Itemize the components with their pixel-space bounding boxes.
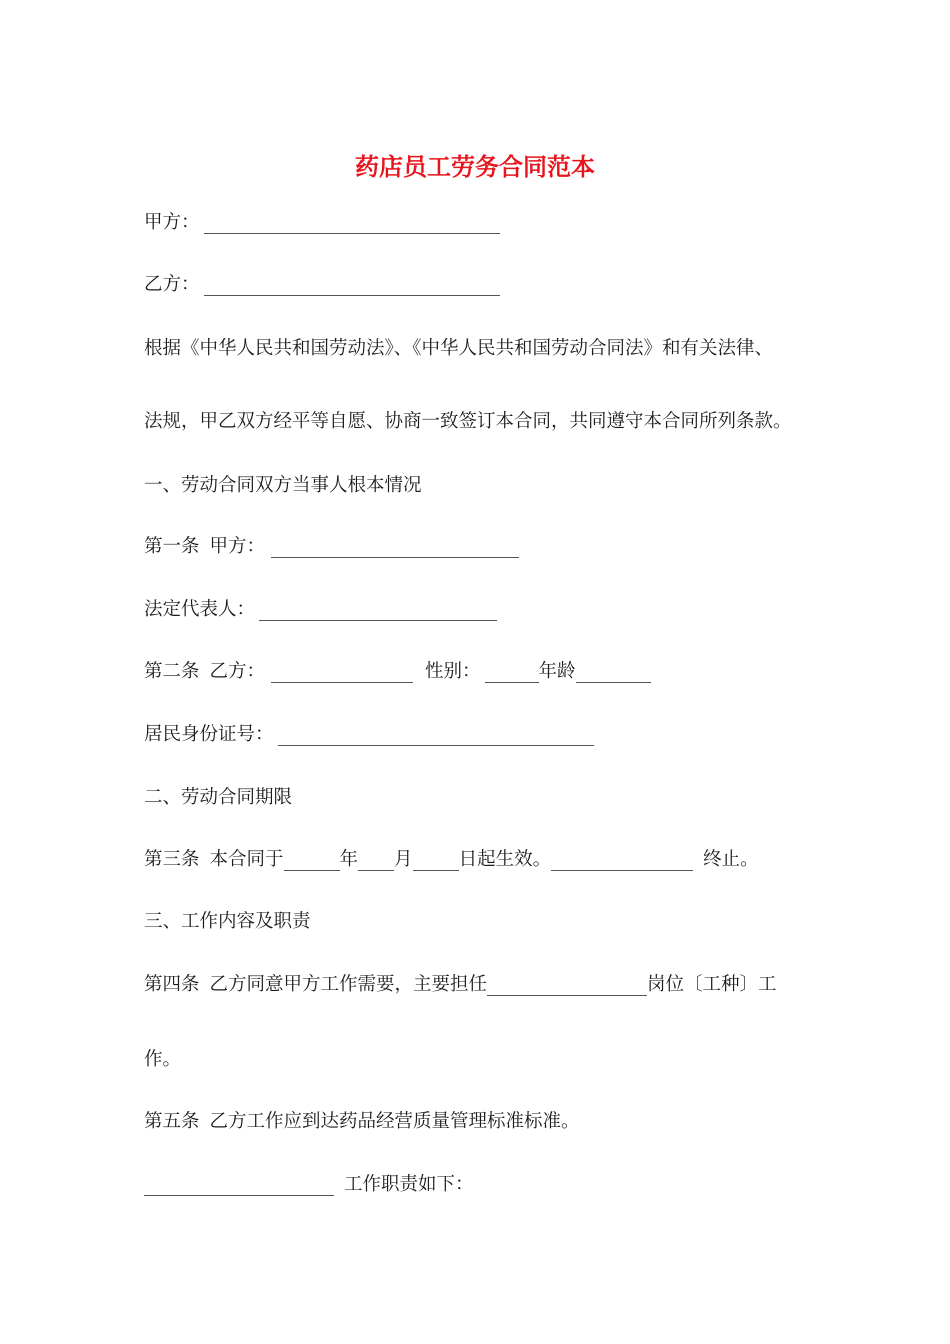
- document-title: 药店员工劳务合同范本: [355, 152, 595, 181]
- duties-line: [144, 1171, 474, 1199]
- article-2-line: [144, 658, 651, 686]
- age-label: 年龄: [538, 661, 576, 682]
- start-month-blank[interactable]: [358, 850, 394, 871]
- preamble-line-1: 根据《中华人民共和国劳动法》、《中华人民共和国劳动合同法》和有关法律、: [144, 338, 774, 359]
- article-4-position: 岗位〔工种〕工: [647, 974, 777, 995]
- party-a-line: [144, 209, 500, 237]
- month-label: 月: [394, 849, 413, 870]
- article-2-label: 第二条: [144, 661, 200, 682]
- article-1-label: 第一条: [144, 536, 200, 557]
- id-number-blank[interactable]: [278, 725, 594, 746]
- id-number-label: 居民身份证号：: [144, 724, 274, 745]
- article-4-line: [144, 971, 777, 999]
- party-b-label: 乙方：: [144, 274, 200, 295]
- article-1-party-a-label: 甲方：: [209, 536, 266, 557]
- section-3-heading: 三、工作内容及职责: [144, 911, 311, 932]
- position-blank[interactable]: [487, 975, 647, 996]
- article-4-label: 第四条: [144, 974, 200, 995]
- party-a-label: 甲方：: [144, 212, 200, 233]
- legal-rep-label: 法定代表人：: [144, 599, 256, 620]
- article-3-text-start: 本合同于: [209, 849, 284, 870]
- terminate-label: 终止。: [703, 849, 759, 870]
- duties-label: 工作职责如下：: [344, 1174, 474, 1195]
- id-number-line: [144, 721, 594, 749]
- article-1-line: [144, 533, 519, 561]
- section-1-heading: 一、劳动合同双方当事人根本情况: [144, 475, 422, 496]
- legal-rep-line: [144, 596, 497, 624]
- day-effective-label: 日起生效。: [458, 849, 552, 870]
- age-blank[interactable]: [576, 662, 651, 683]
- duties-blank[interactable]: [144, 1175, 334, 1196]
- party-b-blank[interactable]: [204, 275, 500, 296]
- start-day-blank[interactable]: [413, 850, 459, 871]
- article-4-line-2: 作。: [144, 1049, 182, 1070]
- end-date-blank[interactable]: [551, 850, 693, 871]
- start-year-blank[interactable]: [284, 850, 340, 871]
- legal-rep-blank[interactable]: [259, 600, 497, 621]
- article-3-line: [144, 846, 759, 874]
- year-label: 年: [339, 849, 359, 870]
- gender-blank[interactable]: [485, 662, 539, 683]
- article-4-text: 乙方同意甲方工作需要，主要担任: [209, 974, 488, 995]
- article-1-party-a-blank[interactable]: [271, 537, 519, 558]
- article-3-label: 第三条: [144, 849, 200, 870]
- gender-label: 性别：: [425, 661, 481, 682]
- article-5-line: [144, 1108, 580, 1136]
- article-5-label: 第五条: [144, 1111, 200, 1132]
- article-2-party-b-label: 乙方：: [209, 661, 266, 682]
- section-2-heading: 二、劳动合同期限: [144, 787, 293, 808]
- preamble-line-2: 法规，甲乙双方经平等自愿、协商一致签订本合同，共同遵守本合同所列条款。: [144, 411, 792, 432]
- article-5-text: 乙方工作应到达药品经营质量管理标准标准。: [209, 1111, 580, 1132]
- article-2-party-b-blank[interactable]: [271, 662, 413, 683]
- party-a-blank[interactable]: [204, 213, 500, 234]
- party-b-line: [144, 271, 500, 299]
